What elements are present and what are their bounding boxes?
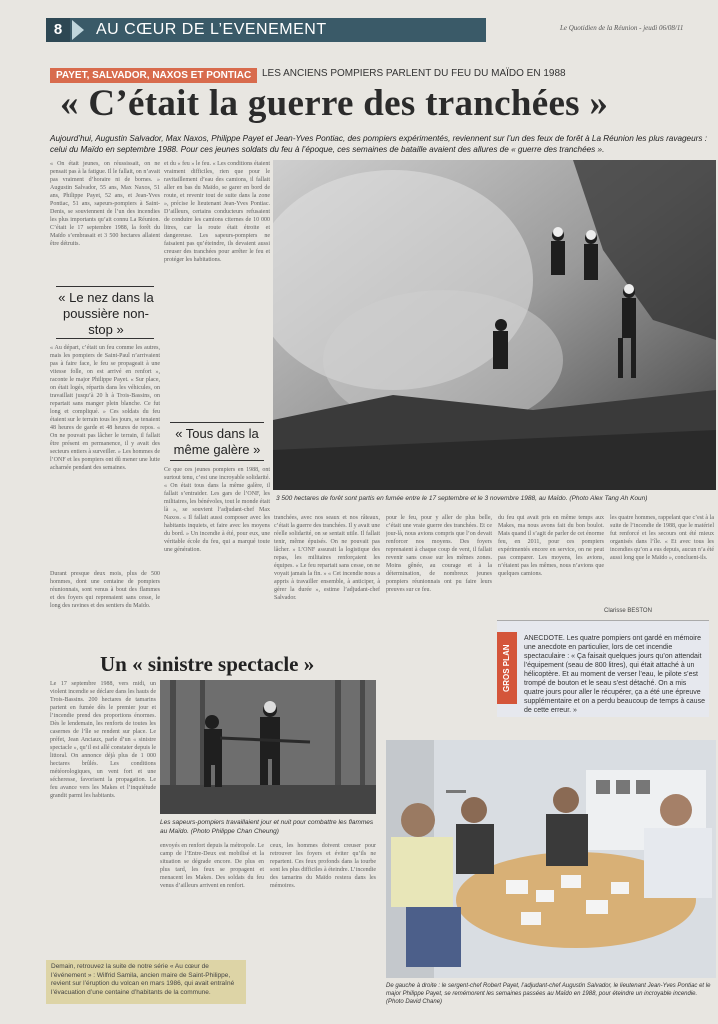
firefighters-hose-caption: Les sapeurs-pompiers travaillaient jour et nuit pour combattre les flammes au Maïdo. (Photo Philippe Chan Cheung) xyxy=(160,819,374,835)
column-6: les quatre hommes, rappelant que c’est à la suite de l’incendie de 1988, que le matériel fut renforcé et les secours ont été mieux organisés dans l’île. « Et avec tous les incendies qu’on a eus depuis, aucun n’a été aussi long que le Maïdo », concluent-ils. xyxy=(610,515,714,561)
pull-quote-1: « Le nez dans la poussière non-stop » xyxy=(58,290,154,337)
column-2-bottom: Ce que ces jeunes pompiers en 1988, ont surtout tenu, c’est une incroyable solidarité. « On était tous dans la même galère, il fallait s’entraider. Les gars de l’ONF, les militaires, les bénévoles, tout le monde était là », se souvient l’adjudant-chef Max Naxos. « Il fallait aussi composer avec les habitants inquiets, et faire avec les moyens du bord. » Un incendie à été, pour eux, une véritable école du feu, qui a marqué toute une génération. xyxy=(164,467,270,553)
divider xyxy=(170,422,264,423)
firefighters-table-caption: De gauche à droite : le sergent-chef Robert Payet, l’adjudant-chef Augustin Salvador, le lieutenant Jean-Yves Pontiac et le major Philippe Payet, se remémorent les semaines passées au Maïdo en 1988, pour éteindre un incroyable incendie. (Photo David Chane) xyxy=(386,983,711,1005)
page-number: 8 xyxy=(46,18,70,42)
gros-plan-text: ANECDOTE. Les quatre pompiers ont gardé en mémoire une anecdote en particulier, lors de cet incendie spectaculaire : « Ça faisait quelques jours qu’on attendait l’équipement (seau de 800 litres), qui était attaché à un hélicoptère. Et au moment de verser l’eau, le pilote s’est trompé de bouton et le seau s’est détaché. On a mis quatre jours pour aller le récupérer, ça a été une épreuve supplémentaire et on a perdu beaucoup de temps à cause de cette erreur. » xyxy=(524,635,705,714)
chevron-right-icon xyxy=(72,20,84,40)
divider xyxy=(56,286,154,287)
column-4: pour le feu, pour y aller de plus belle, c’était une vraie guerre des tranchées. Et ce jour-là, nous avions compris que l’on devait renforcer nos moyens. Des foyers reprenaient à chaque coup de vent, il fallait revenir sans cesse sur les mêmes zones. Moins gênée, au courage et à la détermination, de nombreux jeunes pompiers réunionnais ont pu faire leurs preuves sur ce feu. xyxy=(386,515,492,593)
column-3: tranchées, avec nos seaux et nos râteaux, c’était la guerre des tranchées. Il y avait une réelle solidarité, on se sentait utile. Il fallait tenir, même épuisés. On ne pouvait pas lâcher. » L’ONF assurait la logistique des repas, les militaires renforçaient les équipes. « Le feu repartait sans cesse, on ne voyait jamais la fin. » « Cet incendie nous a appris à travailler ensemble, à anticiper, à gérer la durée », estime l’adjudant-chef Salvador. xyxy=(274,515,380,601)
column-5: du feu qui avait pris en même temps aux Makes, ma nous avons fait du bon boulot. Mais quand il s’agit de parler de cet énorme feu, en 2011, pour ces pompiers expérimentés encore en service, on ne peut pas comparer. Les moyens, les avions, n’étaient pas les mêmes, nous n’avions que quelques camions. xyxy=(498,515,604,577)
column-2-top: et du « feu » le feu. « Les conditions étaient vraiment difficiles, rien que pour le ravitaillement d’eau des camions, il fallait aller en bas du Maïdo, se garer en bord de route, et revenir tout de suite dans la zone », précise le lieutenant Jean-Yves Pontiac. D’ailleurs, certains conducteurs refusaient de conduire les camions citernes de 10 000 litres, car la route était étroite et dangereuse. Les sapeurs-pompiers ne faisaient pas qu’éteindre, ils devaient aussi creuser des tranchées pour arrêter le feu et protéger les habitations. xyxy=(164,161,270,263)
firefighters-table-photo xyxy=(386,740,716,978)
column-1-top: « On était jeunes, on réussissait, on ne pensait pas à la fatigue. Il le fallait, on n’avait pas vraiment d’horaire ni de bornes. » Augustin Salvador, 55 ans, Max Naxos, 51 ans, Philippe Payet, 52 ans, et Jean-Yves Pontiac, 51 ans, sapeurs-pompiers à Saint-Denis, se souviennent de l’un des incendies les plus importants qu’ait connu La Réunion. C’était le 17 septembre 1988, la forêt du Maïdo s’embrasait et 3 500 hectares allaient être détruits. xyxy=(50,161,160,247)
forest-fire-photo-caption: 3 500 hectares de forêt sont partis en fumée entre le 17 septembre et le 3 novembre 1988, au Maïdo. (Photo Alex Tang Ah Koun) xyxy=(276,495,648,502)
column-1-bottom: Durant presque deux mois, plus de 500 hommes, dont une centaine de pompiers réunionnais, sont venus à bout des flammes et des foyers qui reprenaient sans cesse, le long des ravines et des sentiers du Maïdo. xyxy=(50,571,160,609)
headline: « C’était la guerre des tranchées » xyxy=(60,83,609,124)
kicker-names: PAYET, SALVADOR, NAXOS ET PONTIAC xyxy=(50,68,257,83)
lead-paragraph: Aujourd’hui, Augustin Salvador, Max Naxos, Philippe Payet et Jean-Yves Pontiac, des pompiers expérimentés, reviennent sur l’un des feux de forêt à La Réunion les plus ravageurs : celui du Maïdo en septembre 1988. Pour ces jeunes soldats du feu à l’époque, ces semaines de bataille avaient des allures de « guerre des tranchées ». xyxy=(50,134,708,154)
divider xyxy=(170,460,264,461)
firefighters-hose-photo xyxy=(160,680,376,814)
column-1-middle: « Au départ, c’était un feu comme les autres, mais les pompiers de Saint-Paul n’arrivaient pas à faire face, le feu se propageait à une vitesse folle, on est arrivé en renfort », raconte le major Philippe Payet. « Sur place, on était logés, répartis dans les véhicules, on travaillait jusqu’à 20 h à Trois-Bassins, on repartait sans manger plein blanche. Ce fut long et compliqué. » Ces soldats du feu étaient sur le terrain tous les jours, se tenaient 48 heures de garde et 48 heures de repos. « On ne pouvait pas lâcher le terrain, il fallait être présent en permanence, il y avait des secteurs entiers à surveiller. » Les hommes de l’ONF et les pompiers ont dû mener une lutte acharnée pendant des semaines. xyxy=(50,345,160,471)
gros-plan-tag: GROS PLAN xyxy=(497,632,517,704)
divider xyxy=(56,338,154,339)
author-signature: Clarisse BESTON xyxy=(604,608,652,614)
pull-quote-2: « Tous dans la même galère » xyxy=(173,426,261,457)
newspaper-dateline: Le Quotidien de la Réunion - jeudi 06/08/11 xyxy=(560,24,684,32)
column-sinistre-3: ceux, les hommes doivent creuser pour retrouver les foyers et éviter qu’ils ne repartent. Ces feux profonds dans la tourbe sont les plus difficiles à éteindre. L’incendie des tamarins du Maïdo restera dans les mémoires. xyxy=(270,843,376,889)
footer-teaser-box: Demain, retrouvez la suite de notre série « Au cœur de l’événement » : Wilfrid Samila, ancien maire de Saint-Philippe, revient sur l’éruption du volcan en mars 1986, qui avait entraîné l’évacuation d’une centaine d’habitants de la commune. xyxy=(46,960,246,1004)
section-title: AU CŒUR DE L’EVENEMENT xyxy=(96,21,327,38)
kicker-subtitle: LES ANCIENS POMPIERS PARLENT DU FEU DU MAÏDO EN 1988 xyxy=(262,68,566,79)
column-sinistre-1: Le 17 septembre 1988, vers midi, un violent incendie se déclare dans les hauts de Trois-Bassins. 200 hectares de tamarins partent en fumée dès le premier jour et l’incendie prend des proportions énormes. Dès le lendemain, les renforts de toutes les casernes de l’île se rendent sur place. Le préfet, Jean Anciaux, parle d’un « sinistre spectacle », qu’il est allé constater depuis le littoral. On annonce déjà plus de 1 000 hectares brûlés. Les conditions météorologiques, un vent fort et une sécheresse, favorisent la propagation. Le feu avance vers les Makes et l’inquiétude grandit parmi les habitants. xyxy=(50,681,156,799)
column-sinistre-2: envoyés en renfort depuis la métropole. Le camp de l’Entre-Deux est mobilisé et la situation se dégrade encore. De plus en plus tard, les feux se propagent et menacent les Makes. Des soldats du feu venus d’ailleurs arrivent en renfort. xyxy=(160,843,264,889)
subhead-sinistre-spectacle: Un « sinistre spectacle » xyxy=(100,652,315,676)
forest-fire-photo xyxy=(273,160,716,490)
